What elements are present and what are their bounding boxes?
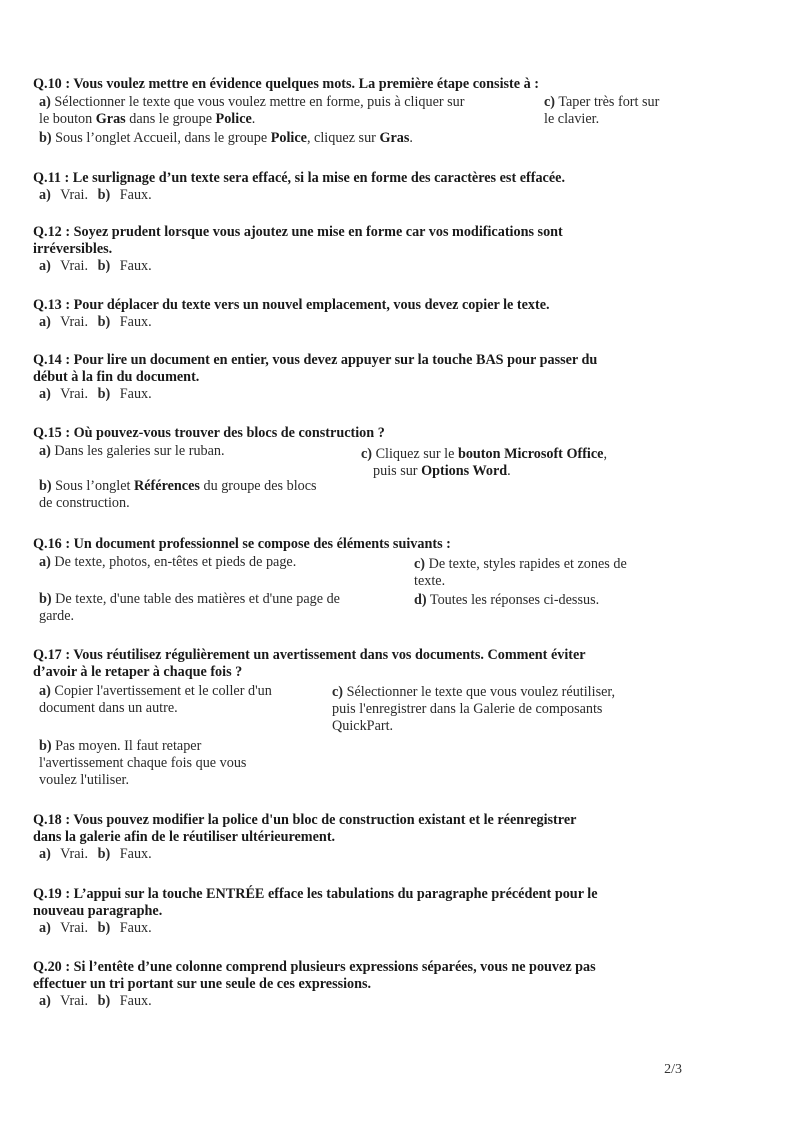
question-16-option-b: b) De texte, d'une table des matières et d'une page de garde. xyxy=(39,591,340,624)
question-14-answers: a) Vrai. b) Faux. xyxy=(39,386,152,402)
question-16-title: Q.16 : Un document professionnel se compose des éléments suivants : xyxy=(33,536,451,552)
question-12 xyxy=(33,224,683,275)
question-19-answers: a) Vrai. b) Faux. xyxy=(39,920,152,936)
question-10-option-a: a) Sélectionner le texte que vous voulez mettre en forme, puis à cliquer sur le bouton Gras dans le groupe Police. xyxy=(39,94,465,127)
question-10 xyxy=(33,76,683,93)
question-18 xyxy=(33,812,683,863)
question-13-answers: a) Vrai. b) Faux. xyxy=(39,314,152,330)
question-14-title: Q.14 : Pour lire un document en entier, vous devez appuyer sur la touche BAS pour passer du début à la fin du document. xyxy=(33,352,598,385)
question-12-answers: a) Vrai. b) Faux. xyxy=(39,258,152,274)
question-17-option-a: a) Copier l'avertissement et le coller d'un document dans un autre. xyxy=(39,683,272,716)
question-15-option-a: a) Dans les galeries sur le ruban. xyxy=(39,443,225,459)
question-13-title: Q.13 : Pour déplacer du texte vers un nouvel emplacement, vous devez copier le texte. xyxy=(33,297,550,313)
question-20-title: Q.20 : Si l’entête d’une colonne comprend plusieurs expressions séparées, vous ne pouvez pas effectuer un tri portant sur une seule de ces expressions. xyxy=(33,959,596,992)
question-16 xyxy=(33,536,683,553)
question-20-answers: a) Vrai. b) Faux. xyxy=(39,993,152,1009)
question-18-answers: a) Vrai. b) Faux. xyxy=(39,846,152,862)
question-17-option-c: c) Sélectionner le texte que vous voulez réutiliser, puis l'enregistrer dans la Galerie de composants QuickPart. xyxy=(332,684,616,734)
page-number: 2/3 xyxy=(664,1062,682,1077)
question-12-title: Q.12 : Soyez prudent lorsque vous ajoutez une mise en forme car vos modifications sont irréversibles. xyxy=(33,224,563,257)
question-14 xyxy=(33,352,683,403)
question-19-title: Q.19 : L’appui sur la touche ENTRÉE efface les tabulations du paragraphe précédent pour le nouveau paragraphe. xyxy=(33,886,598,919)
question-15-option-c: c) Cliquez sur le bouton Microsoft Office, puis sur Options Word. xyxy=(361,446,608,479)
question-18-title: Q.18 : Vous pouvez modifier la police d'un bloc de construction existant et le réenregistrer dans la galerie afin de le réutiliser ultérieurement. xyxy=(33,812,577,845)
question-16-option-a: a) De texte, photos, en-têtes et pieds de page. xyxy=(39,554,297,570)
question-19 xyxy=(33,886,683,937)
question-17 xyxy=(33,647,683,681)
question-13 xyxy=(33,297,683,331)
question-16-option-d: d) Toutes les réponses ci-dessus. xyxy=(414,592,600,608)
question-11-answers: a) Vrai. b) Faux. xyxy=(39,187,152,203)
question-15 xyxy=(33,425,683,442)
question-17-option-b: b) Pas moyen. Il faut retaper l'avertissement chaque fois que vous voulez l'utiliser. xyxy=(39,738,247,788)
question-10-title: Q.10 : Vous voulez mettre en évidence quelques mots. La première étape consiste à : xyxy=(33,76,539,92)
question-10-option-b: b) Sous l’onglet Accueil, dans le groupe Police, cliquez sur Gras. xyxy=(39,130,413,146)
question-15-option-b: b) Sous l’onglet Références du groupe des blocs de construction. xyxy=(39,478,317,511)
question-11-title: Q.11 : Le surlignage d’un texte sera effacé, si la mise en forme des caractères est effacée. xyxy=(33,170,565,186)
question-11 xyxy=(33,170,683,204)
question-16-option-c: c) De texte, styles rapides et zones de texte. xyxy=(414,556,627,589)
question-17-title: Q.17 : Vous réutilisez régulièrement un avertissement dans vos documents. Comment éviter d’avoir à le retaper à chaque fois ? xyxy=(33,647,586,680)
question-20 xyxy=(33,959,683,1010)
question-10-option-c: c) Taper très fort sur le clavier. xyxy=(544,94,660,127)
question-15-title: Q.15 : Où pouvez-vous trouver des blocs de construction ? xyxy=(33,425,385,441)
